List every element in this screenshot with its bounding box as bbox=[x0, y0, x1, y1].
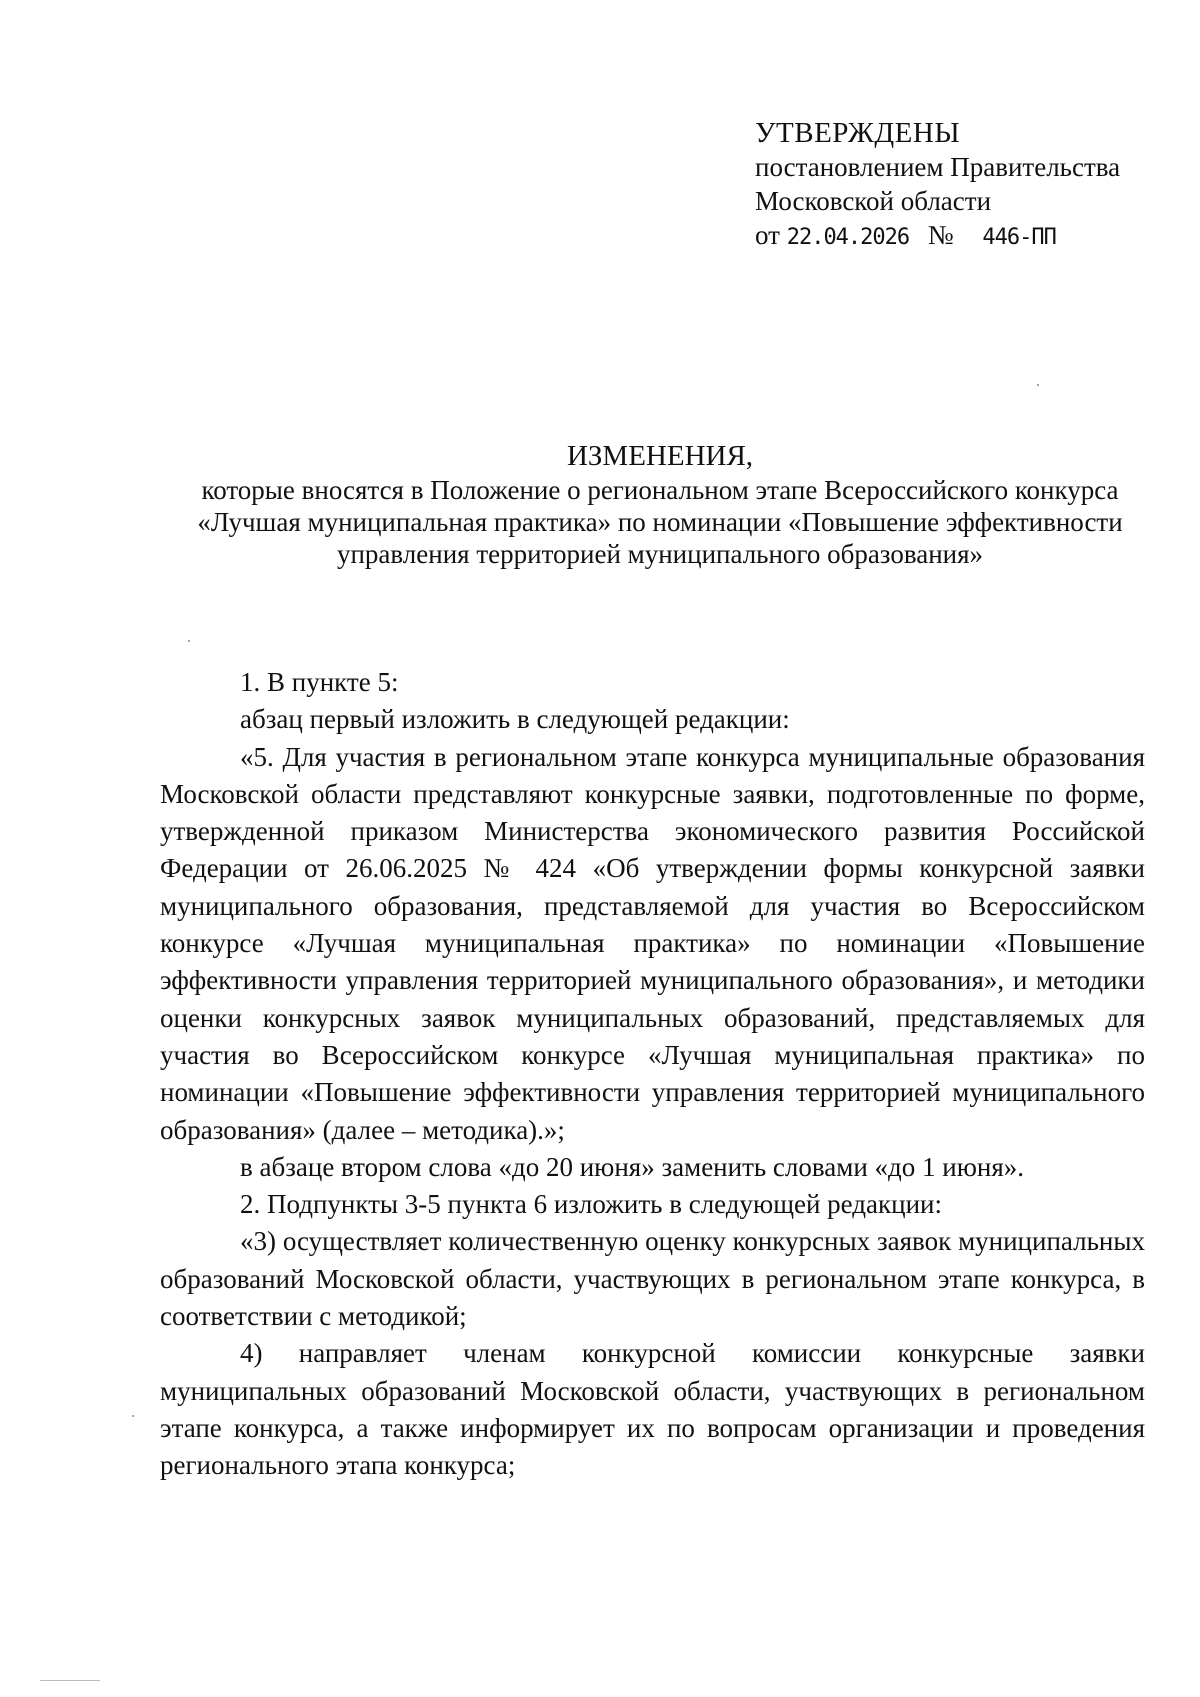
scan-edge-mark bbox=[40, 1680, 100, 1681]
scan-speck bbox=[1037, 384, 1039, 386]
document-body bbox=[160, 664, 1145, 1485]
paragraph-point-5-text: «5. Для участия в региональном этапе конкурса муниципальные образования Московской области представляют конкурсные заявки, подготовленные по форме, утвержденной приказом Министерства экономического развития Российской Федерации от 26.06.2025 № 424 «Об утверждении формы конкурсной заявки муниципального образования, представляемой для участия во Всероссийском конкурсе «Лучшая муниципальная практика» по номинации «Повышение эффективности управления территорией муниципального образования», и методики оценки конкурсных заявок муниципальных образований, представляемых для участия во Всероссийском конкурсе «Лучшая муниципальная практика» по номинации «Повышение эффективности управления территорией муниципального образования» (далее – методика).»; bbox=[160, 741, 1145, 1145]
scan-speck bbox=[188, 640, 190, 642]
approval-line-1: постановлением Правительства bbox=[755, 152, 1121, 182]
date-prefix: от bbox=[755, 220, 780, 250]
number-sign: № bbox=[927, 220, 954, 250]
document-heading bbox=[160, 440, 1160, 570]
paragraph-item-1: 1. В пункте 5: bbox=[240, 667, 399, 697]
scan-speck bbox=[132, 1415, 134, 1417]
approved-title: УТВЕРЖДЕНЫ bbox=[755, 117, 961, 149]
approval-stamp-block bbox=[755, 116, 1175, 255]
approval-date: 22.04.2026 bbox=[786, 225, 910, 250]
paragraph-instruction: абзац первый изложить в следующей редакции: bbox=[240, 704, 790, 735]
document-title: ИЗМЕНЕНИЯ, bbox=[566, 440, 754, 472]
approval-number: 446-ПП bbox=[982, 225, 1056, 250]
document-subtitle: которые вносятся в Положение о региональном этапе Всероссийского конкурса «Лучшая муниципальная практика» по номинации «Повышение эффективности управления территорией муниципального образования» bbox=[197, 475, 1123, 569]
approval-date-line bbox=[755, 218, 1175, 255]
paragraph-subpoint-4: 4) направляет членам конкурсной комиссии конкурсные заявки муниципальных образований Московской области, участвующих в региональном этапе конкурса, а также информирует их по вопросам организации и проведения регионального этапа конкурса; bbox=[160, 1338, 1145, 1481]
paragraph-second-abzac: в абзаце втором слова «до 20 июня» заменить словами «до 1 июня». bbox=[240, 1151, 1025, 1182]
approval-line-2: Московской области bbox=[755, 186, 992, 216]
paragraph-subpoint-3: «3) осуществляет количественную оценку конкурсных заявок муниципальных образований Московской области, участвующих в региональном этапе конкурса, в соответствии с методикой; bbox=[160, 1226, 1145, 1332]
paragraph-item-2: 2. Подпункты 3-5 пункта 6 изложить в следующей редакции: bbox=[240, 1189, 942, 1220]
